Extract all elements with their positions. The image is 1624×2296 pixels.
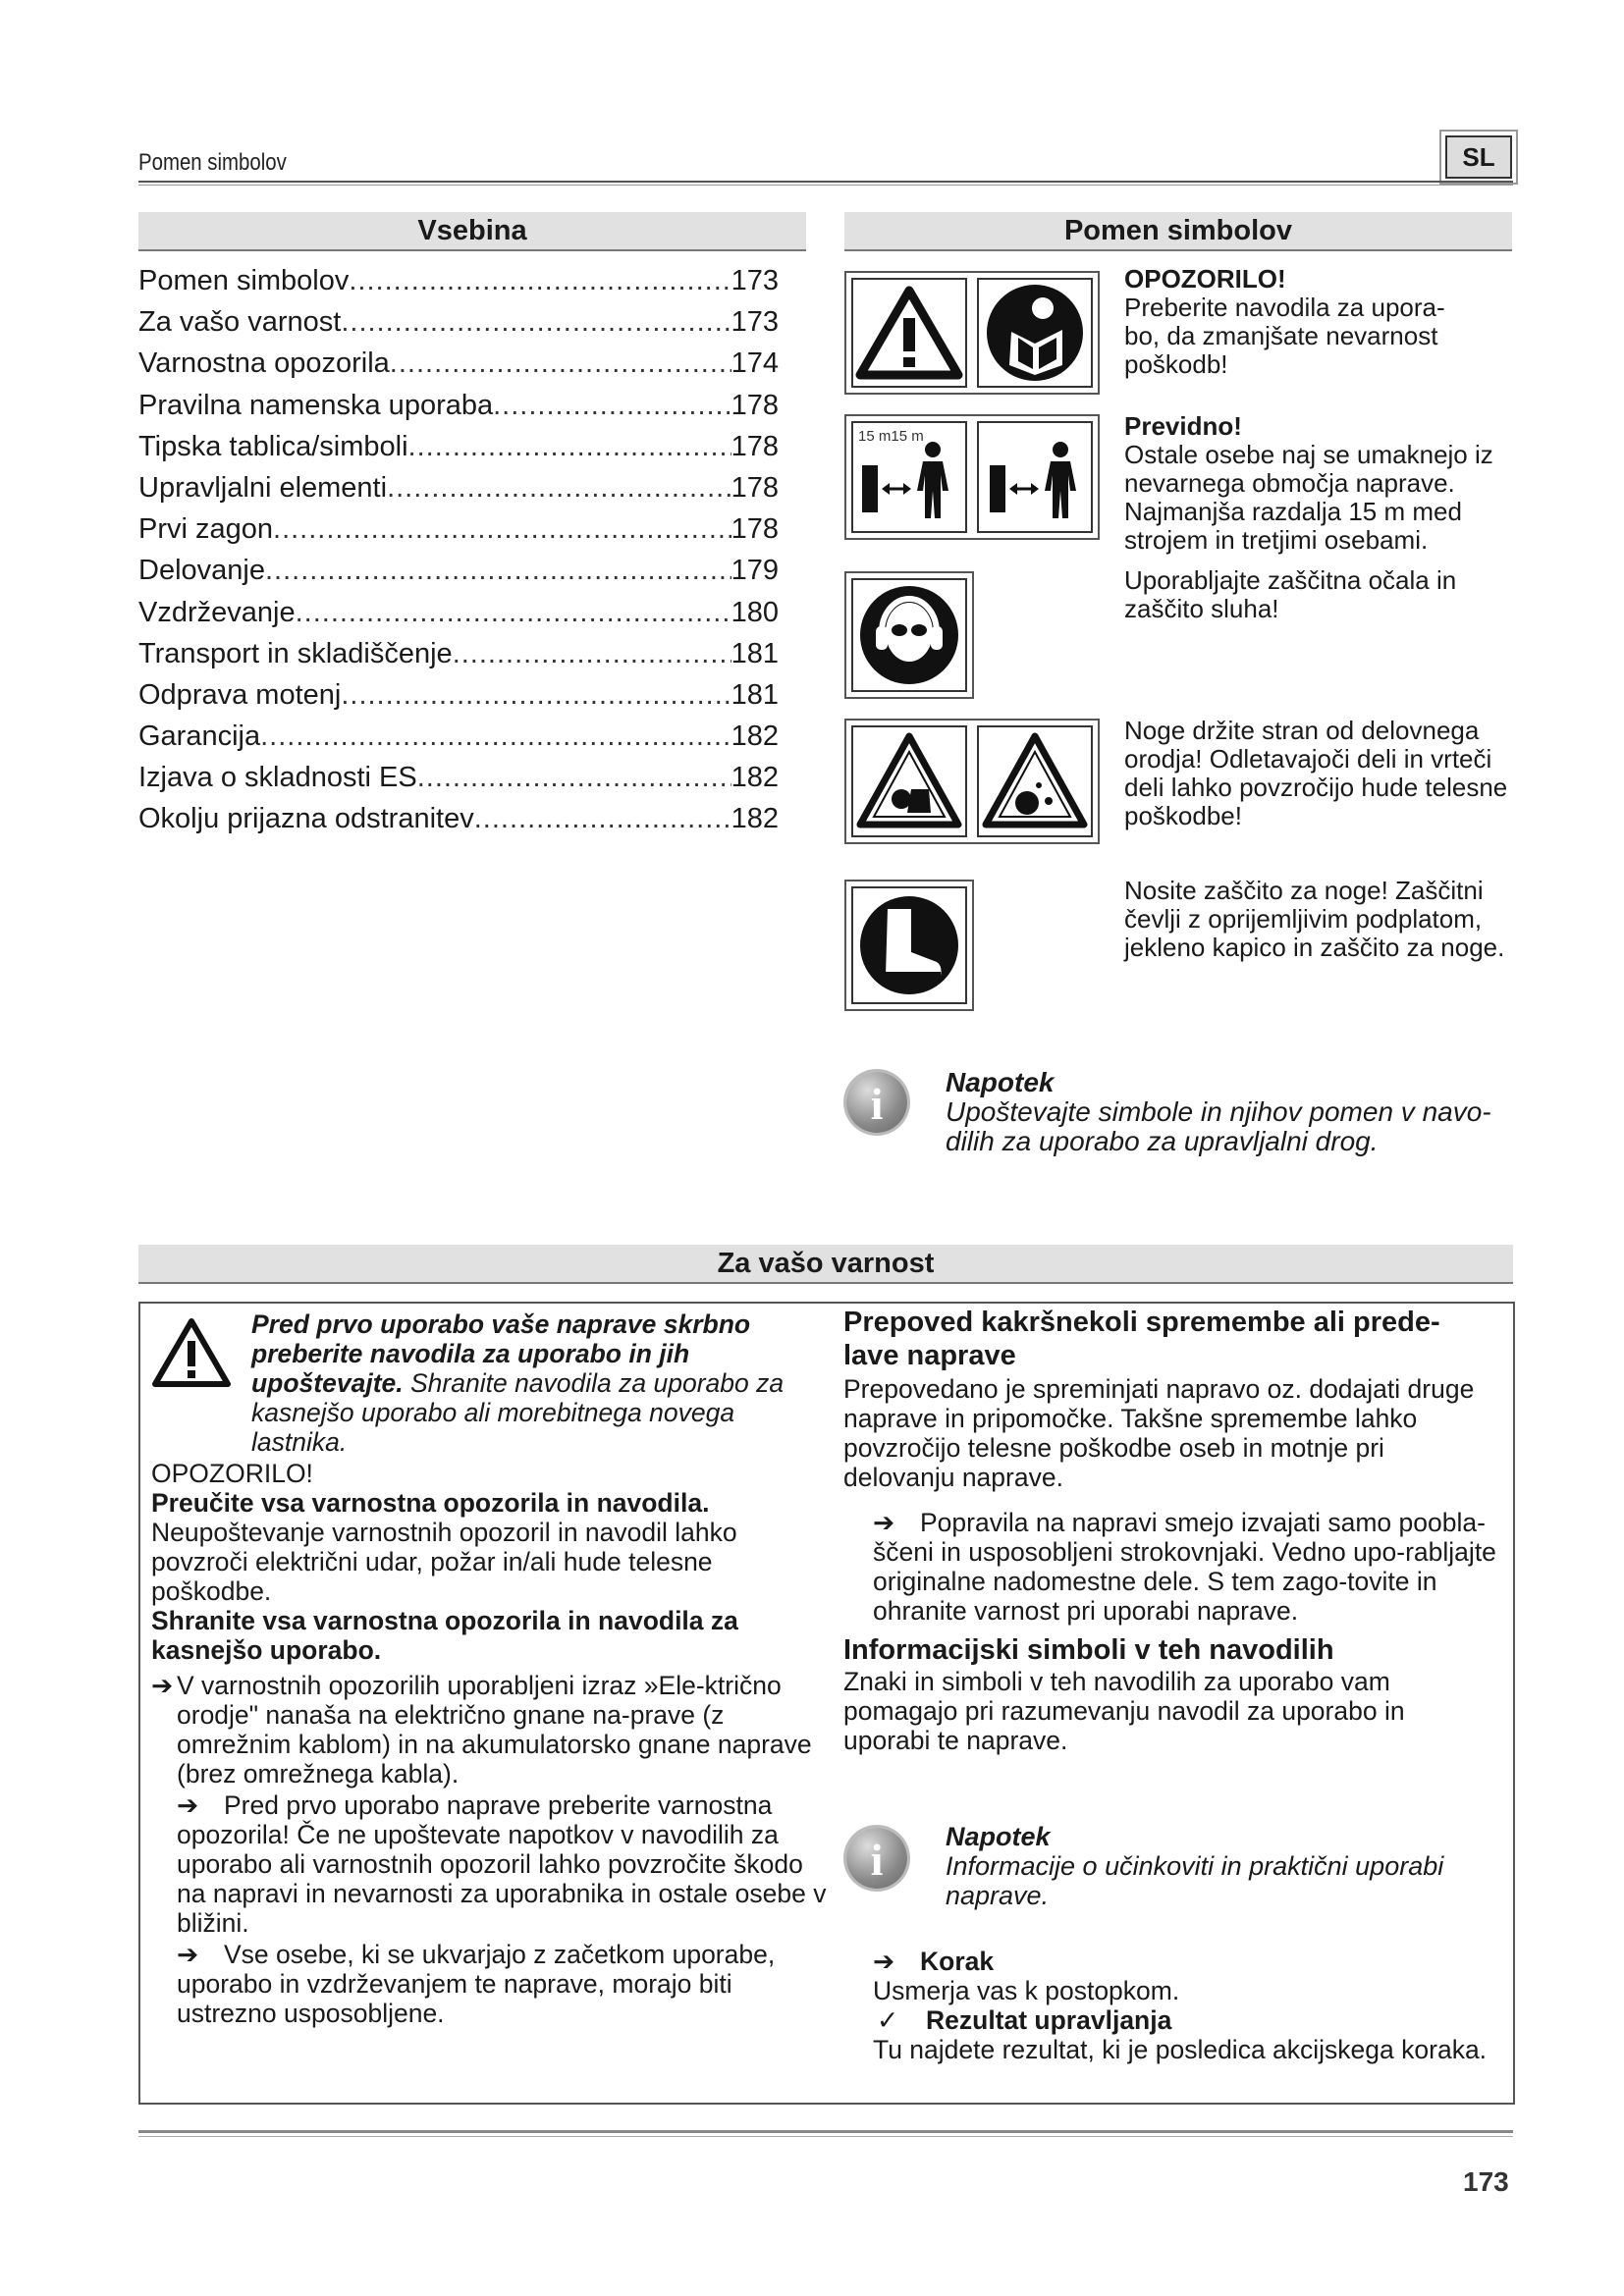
symbol-safety-boots-text: Nosite zaščito za noge! Zaščitni čevlji z oprijemljivim podplatom, jekleno kapico in zaščito za noge. <box>1124 876 1505 962</box>
note-text: Informacije o učinkoviti in praktični uporabi naprave. <box>946 1851 1444 1910</box>
symbol-warning-text: Preberite navodila za upora-bo, da zmanjšate nevarnost poškodb! <box>1124 293 1445 379</box>
toc-entry-label: Za vašo varnost <box>138 306 342 339</box>
thrown-object-hazard-icon <box>986 736 1084 825</box>
toc-leader-dots <box>417 762 731 794</box>
toc-entry <box>138 597 779 638</box>
toc-entry <box>138 513 779 555</box>
info-symbols-text: Znaki in simboli v teh navodilih za uporabo vam pomagajo pri razumevanju navodil za uporabo in uporabi te naprave. <box>843 1667 1405 1755</box>
warning-triangle-icon <box>860 291 958 375</box>
list-item: ➔ Pred prvo uporabo naprave preberite varnostna opozorila! Če ne upoštevate napotkov v navodilih za uporabo ali varnostnih opozoril lahko povzročite škodo na napravi in nevarnosti za uporabnika in ostale osebe v bližini. <box>177 1790 827 1938</box>
toc-entry <box>138 803 779 844</box>
note-title: Napotek <box>946 1067 1055 1097</box>
symbol-caution-text: Ostale osebe naj se umaknejo iz nevarnega območja naprave. Najmanjša razdalja 15 m med strojem in tretjimi osebami. <box>1124 440 1493 555</box>
step-text: Usmerja vas k postopkom. <box>873 1976 1180 2005</box>
toc-entry-page: 180 <box>731 596 779 628</box>
result-text: Tu najdete rezultat, ki je posledica akcijskega koraka. <box>873 2035 1488 2064</box>
toc-entry-page: 178 <box>731 430 779 462</box>
toc-entry-page: 173 <box>731 265 779 296</box>
toc-leader-dots <box>474 803 731 835</box>
toc-entry-page: 178 <box>731 389 779 421</box>
arrow-icon: ➔ <box>873 1508 895 1537</box>
symbol-flying-parts-text: Noge držite stran od delovnega orodja! Odletavajoči deli in vrteči deli lahko povzročijo hude telesne poškodbe! <box>1124 716 1508 830</box>
info-icon: i <box>846 1072 907 1133</box>
toc-leader-dots <box>273 513 731 546</box>
toc-entry-label: Tipska tablica/simboli <box>138 430 408 462</box>
toc-entry-label: Pomen simbolov <box>138 265 350 296</box>
toc-entry-page: 178 <box>731 513 779 546</box>
toc-entry-label: Varnostna opozorila <box>138 347 390 380</box>
eye-ear-protection-icon <box>860 586 958 684</box>
safety-intro-bold: Pred prvo uporabo vaše naprave skrbno preberite navodila za uporabo in jih upoštevajte. <box>251 1309 751 1398</box>
toc-entry <box>138 638 779 679</box>
toc-leader-dots <box>265 555 731 587</box>
keep-distance-icon <box>862 442 948 518</box>
toc-entry-label: Pravilna namenska uporaba <box>138 389 494 421</box>
toc-entry-label: Prvi zagon <box>138 513 274 546</box>
toc-leader-dots <box>341 306 731 339</box>
symbol-group-warning-read <box>844 271 1100 395</box>
toc-entry-page: 178 <box>731 471 779 504</box>
foot-injury-hazard-icon <box>860 736 958 825</box>
language-badge: SL <box>1445 135 1512 179</box>
symbols-heading: Pomen simbolov <box>844 212 1512 251</box>
safety-intro-text: Shranite navodila za uporabo za kasnejšo uporabo ali morebitnega novega lastnika. <box>251 1368 785 1457</box>
toc-entry-label: Garancija <box>138 721 261 753</box>
header-rule <box>138 181 1513 186</box>
page-number: 173 <box>1463 2166 1509 2197</box>
info-icon: i <box>846 1828 907 1889</box>
note-text: Upoštevajte simbole in njihov pomen v navo-dilih za uporabo za upravljalni drog. <box>946 1096 1491 1156</box>
toc-leader-dots <box>493 390 731 422</box>
toc-leader-dots <box>387 472 731 505</box>
read-manual-icon <box>987 285 1083 381</box>
step-label: Korak <box>920 1947 995 1976</box>
symbol-group-distance <box>844 414 1100 540</box>
toc-entry-label: Transport in skladiščenje <box>138 637 453 669</box>
safety-heading: Za vašo varnost <box>138 1245 1513 1284</box>
safety-boot-icon <box>860 896 958 994</box>
warning-triangle-icon <box>149 1315 234 1390</box>
arrow-icon: ➔ <box>873 1947 895 1976</box>
toc-entry-page: 181 <box>731 637 779 669</box>
toc-entry-label: Izjava o skladnosti ES <box>138 762 417 794</box>
toc-entry-page: 182 <box>731 721 779 753</box>
toc-entry <box>138 306 779 347</box>
modification-text: Prepovedano je spreminjati napravo oz. dodajati druge naprave in pripomočke. Takšne spremembe lahko povzročijo telesne poškodbe oseb in motnje pri delovanju naprave. <box>843 1374 1475 1492</box>
toc-entry <box>138 721 779 762</box>
safety-warning-bold: Preučite vsa varnostna opozorila in navodila. <box>151 1488 710 1518</box>
running-header: Pomen simbolov <box>138 149 287 176</box>
table-of-contents <box>138 265 779 845</box>
list-item: ➔ Popravila na napravi smejo izvajati samo poobla-ščeni in usposobljeni strokovnjaki. Vedno upo-rabljajte originalne nadomestne dele. S tem zago-tovite in ohranite varnost pri uporabi naprave. <box>873 1508 1496 1626</box>
symbol-safety-boots <box>844 880 974 1011</box>
toc-leader-dots <box>408 431 731 463</box>
arrow-icon: ➔ <box>151 1671 174 1700</box>
toc-leader-dots <box>341 679 731 712</box>
toc-leader-dots <box>260 721 731 753</box>
toc-entry-label: Odprava motenj <box>138 678 342 711</box>
toc-entry <box>138 265 779 306</box>
symbol-group-flying-parts <box>844 719 1100 844</box>
toc-leader-dots <box>390 347 731 380</box>
toc-heading: Vsebina <box>138 212 806 251</box>
list-item: ➔ Vse osebe, ki se ukvarjajo z začetkom uporabe, uporabo in vzdrževanjem te naprave, morajo biti ustrezno usposobljene. <box>177 1940 776 2028</box>
toc-leader-dots <box>349 265 731 297</box>
toc-entry-page: 173 <box>731 306 779 339</box>
result-label: Rezultat upravljanja <box>926 2005 1172 2035</box>
toc-entry-page: 182 <box>731 762 779 794</box>
arrow-icon: ➔ <box>177 1940 199 1969</box>
toc-leader-dots <box>296 597 731 629</box>
note-title: Napotek <box>946 1822 1051 1851</box>
toc-entry-label: Vzdrževanje <box>138 596 296 628</box>
toc-entry-label: Delovanje <box>138 555 265 587</box>
toc-entry-page: 174 <box>731 347 779 380</box>
safety-keep-instructions: Shranite vsa varnostna opozorila in navodila za kasnejšo uporabo. <box>151 1606 738 1665</box>
toc-entry <box>138 431 779 472</box>
check-icon: ✓ <box>877 2005 899 2035</box>
toc-leader-dots <box>453 638 731 670</box>
toc-entry <box>138 472 779 513</box>
toc-entry-page: 181 <box>731 678 779 711</box>
toc-entry-label: Upravljalni elementi <box>138 471 388 504</box>
modification-heading: Prepoved kakršnekoli spremembe ali prede-lave naprave <box>843 1307 1440 1371</box>
info-symbols-heading: Informacijski simboli v teh navodilih <box>843 1634 1334 1666</box>
toc-entry-label: Okolju prijazna odstranitev <box>138 803 474 835</box>
list-item: ➔ V varnostnih opozorilih uporabljeni izraz »Ele-ktrično orodje" nanaša na električno gnane na-prave (z omrežnim kablom) in na akumulatorsko gnane naprave (brez omrežnega kabla). <box>151 1671 812 1789</box>
toc-entry <box>138 347 779 389</box>
safety-warning-title: OPOZORILO! <box>151 1459 313 1488</box>
symbol-warning-title: OPOZORILO! <box>1124 264 1286 294</box>
toc-entry-page: 182 <box>731 803 779 835</box>
toc-entry <box>138 555 779 596</box>
footer-rule <box>138 2130 1513 2137</box>
symbol-caution-title: Previdno! <box>1124 411 1242 441</box>
toc-entry <box>138 390 779 431</box>
symbol-eye-ear-protection <box>844 571 974 699</box>
toc-entry <box>138 762 779 803</box>
toc-entry-page: 179 <box>731 555 779 587</box>
keep-distance-icon <box>990 442 1076 518</box>
symbol-eye-ear-text: Uporabljajte zaščitna očala in zaščito sluha! <box>1124 565 1457 623</box>
toc-entry <box>138 679 779 721</box>
distance-label: 15 m15 m <box>858 428 924 445</box>
arrow-icon: ➔ <box>177 1790 199 1820</box>
safety-warning-text: Neupoštevanje varnostnih opozoril in navodil lahko povzroči električni udar, požar in/ali hude telesne poškodbe. <box>151 1518 737 1606</box>
